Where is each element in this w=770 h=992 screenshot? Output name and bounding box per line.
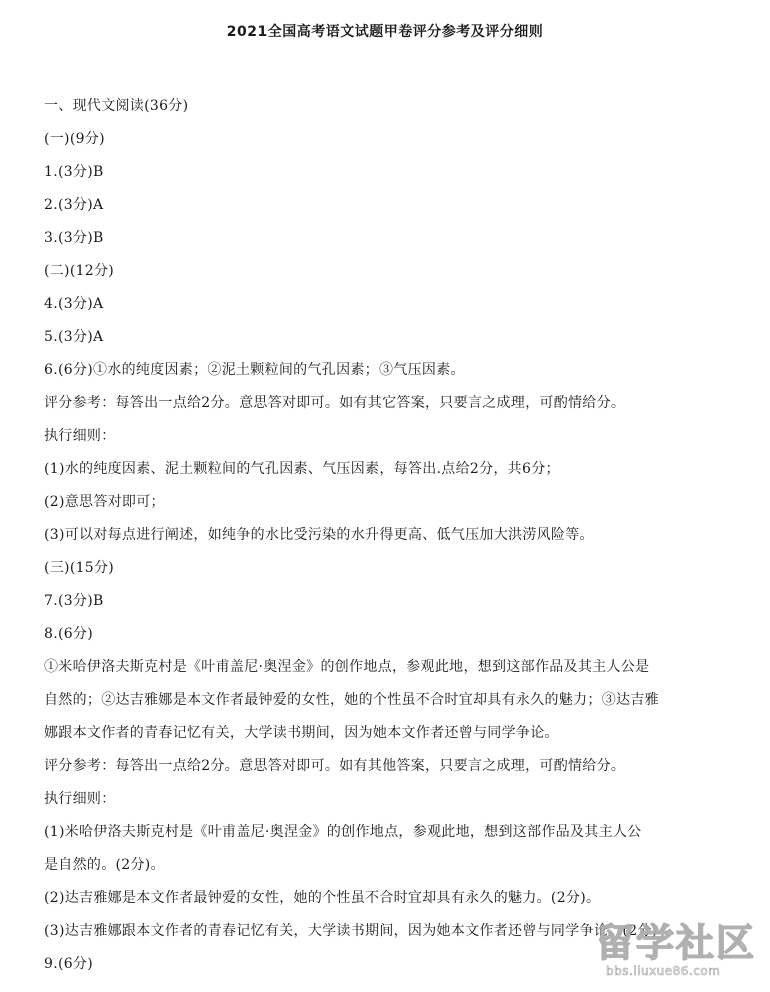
subsection-heading: (一)(9分) (44, 131, 105, 147)
answer-line: 1.(3分)B (44, 164, 104, 180)
subsection-heading: (三)(15分) (44, 560, 115, 576)
rule-item: (1)米哈伊洛夫斯克村是《叶甫盖尼·奥涅金》的创作地点，参观此地，想到这部作品及其主人公 (44, 824, 642, 840)
rule-item: (1)水的纯度因素、泥土颗粒间的气孔因素、气压因素，每答出.点给2分，共6分； (44, 461, 560, 477)
answer-line: 4.(3分)A (44, 296, 104, 312)
rules-heading: 执行细则： (44, 791, 116, 807)
document-title: 2021全国高考语文试题甲卷评分参考及评分细则 (226, 24, 544, 40)
watermark-url: bbs.liuxue86.com (606, 964, 721, 978)
watermark-brand: 留学社区 (596, 921, 757, 965)
answer-line: 9.(6分) (44, 956, 93, 972)
answer-text: ①米哈伊洛夫斯克村是《叶甫盖尼·奥涅金》的创作地点，参观此地，想到这部作品及其主人公是 (44, 659, 650, 675)
answer-line: 5.(3分)A (44, 329, 104, 345)
rule-item: (3)达吉雅娜跟本文作者的青春记忆有关，大学读书期间，因为她本文作者还曾与同学争论。(2分) (44, 923, 658, 939)
document-body (44, 90, 744, 981)
rule-item: (2)达吉雅娜是本文作者最钟爱的女性，她的个性虽不合时宜却具有永久的魅力。(2分)。 (44, 890, 601, 906)
rules-heading: 执行细则： (44, 428, 116, 444)
answer-line: 8.(6分) (44, 626, 93, 642)
answer-text: 娜跟本文作者的青春记忆有关，大学读书期间，因为她本文作者还曾与同学争论。 (44, 725, 559, 741)
rule-item: (3)可以对每点进行阐述，如纯争的水比受污染的水升得更高、低气压加大洪涝风险等。 (44, 527, 594, 543)
section-heading: 一、现代文阅读(36分) (44, 98, 189, 114)
scoring-reference: 评分参考：每答出一点给2分。意思答对即可。如有其他答案，只要言之成理，可酌情给分。 (44, 758, 626, 774)
answer-line: 3.(3分)B (44, 230, 104, 246)
subsection-heading: (二)(12分) (44, 263, 115, 279)
scoring-reference: 评分参考：每答出一点给2分。意思答对即可。如有其它答案，只要言之成理，可酌情给分。 (44, 395, 626, 411)
answer-line: 6.(6分)①水的纯度因素；②泥土颗粒间的气孔因素；③气压因素。 (44, 362, 465, 378)
answer-line: 2.(3分)A (44, 197, 104, 213)
answer-text: 自然的；②达吉雅娜是本文作者最钟爱的女性，她的个性虽不合时宜却具有永久的魅力；③达吉雅 (44, 692, 659, 708)
rule-item: (2)意思答对即可； (44, 494, 165, 510)
rule-item: 是自然的。(2分)。 (44, 857, 165, 873)
answer-line: 7.(3分)B (44, 593, 104, 609)
